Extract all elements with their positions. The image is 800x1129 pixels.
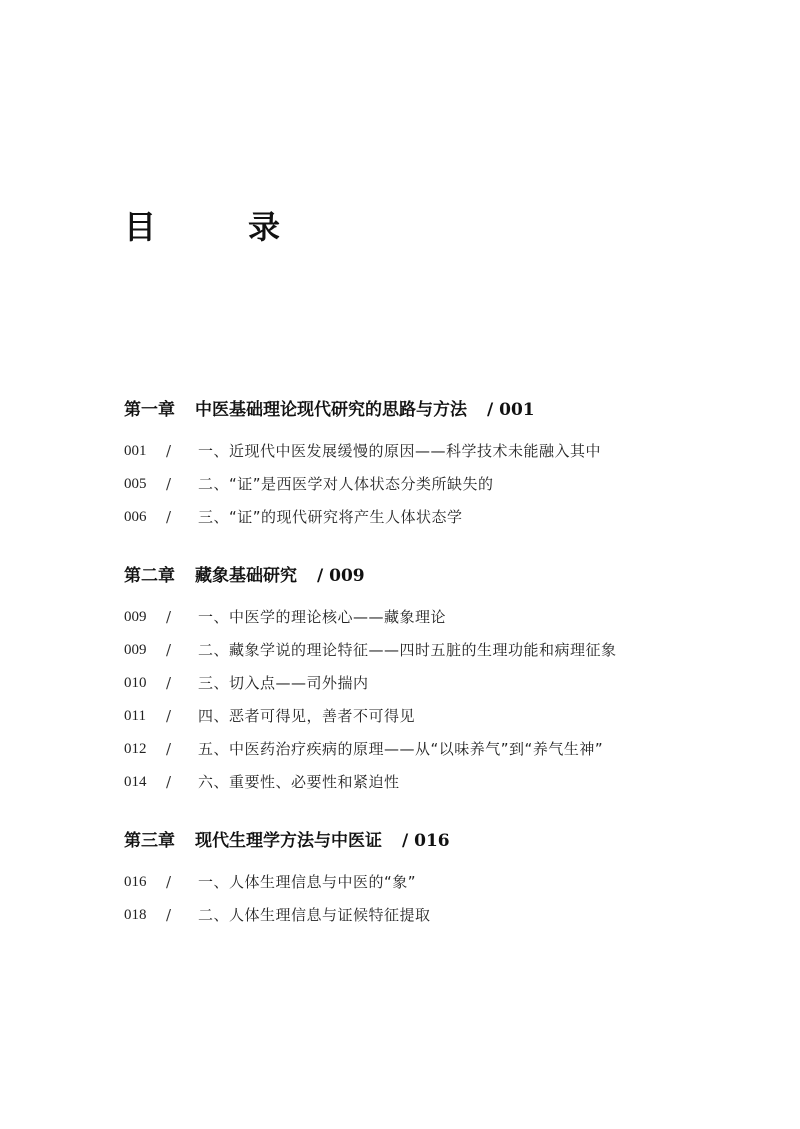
entry-list xyxy=(124,866,764,932)
entry-separator: / xyxy=(166,873,172,891)
entry-separator: / xyxy=(166,641,172,659)
chapter-page: / 001 xyxy=(487,400,535,420)
entry-separator: / xyxy=(166,442,172,460)
entry-page: 009 xyxy=(124,642,147,658)
chapter-title: 现代生理学方法与中医证 xyxy=(195,831,382,851)
toc-entry[interactable] xyxy=(124,766,764,799)
toc-entry[interactable] xyxy=(124,866,764,899)
toc-entry[interactable] xyxy=(124,899,764,932)
toc-entry[interactable] xyxy=(124,634,764,667)
toc-entry[interactable] xyxy=(124,667,764,700)
entry-title: 二、“证”是西医学对人体状态分类所缺失的 xyxy=(198,475,494,493)
chapter-title: 中医基础理论现代研究的思路与方法 xyxy=(195,400,467,420)
toc-entry[interactable] xyxy=(124,435,764,468)
entry-title: 四、恶者可得见，善者不可得见 xyxy=(198,707,416,725)
entry-separator: / xyxy=(166,475,172,493)
entry-title: 二、人体生理信息与证候特征提取 xyxy=(198,906,431,924)
entry-page: 014 xyxy=(124,774,147,790)
chapter-label: 第一章 xyxy=(124,400,175,420)
chapter-2 xyxy=(124,562,764,799)
chapter-heading[interactable] xyxy=(124,562,764,590)
chapter-title: 藏象基础研究 xyxy=(195,566,297,586)
chapter-page: / 009 xyxy=(317,566,365,586)
entry-page: 011 xyxy=(124,708,146,724)
chapter-heading[interactable] xyxy=(124,396,764,424)
entry-title: 五、中医药治疗疾病的原理——从“以味养气”到“养气生神” xyxy=(198,740,604,758)
entry-separator: / xyxy=(166,740,172,758)
entry-title: 六、重要性、必要性和紧迫性 xyxy=(198,773,400,791)
toc-entry[interactable] xyxy=(124,601,764,634)
toc-entry[interactable] xyxy=(124,700,764,733)
chapter-page: / 016 xyxy=(402,831,450,851)
entry-page: 018 xyxy=(124,907,147,923)
entry-separator: / xyxy=(166,707,172,725)
toc-entry[interactable] xyxy=(124,733,764,766)
entry-page: 012 xyxy=(124,741,147,757)
entry-page: 010 xyxy=(124,675,147,691)
entry-page: 016 xyxy=(124,874,147,890)
entry-title: 一、人体生理信息与中医的“象” xyxy=(198,873,417,891)
entry-page: 006 xyxy=(124,509,147,525)
toc-entry[interactable] xyxy=(124,501,764,534)
entry-separator: / xyxy=(166,608,172,626)
entry-title: 三、切入点——司外揣内 xyxy=(198,674,369,692)
entry-title: 一、中医学的理论核心——藏象理论 xyxy=(198,608,447,626)
chapter-heading[interactable] xyxy=(124,827,764,855)
entry-title: 三、“证”的现代研究将产生人体状态学 xyxy=(198,508,463,526)
chapter-label: 第二章 xyxy=(124,566,175,586)
entry-list xyxy=(124,601,764,799)
entry-page: 001 xyxy=(124,443,147,459)
entry-list xyxy=(124,435,764,534)
entry-separator: / xyxy=(166,508,172,526)
page-title: 目 录 xyxy=(124,208,311,246)
entry-separator: / xyxy=(166,906,172,924)
toc-entry[interactable] xyxy=(124,468,764,501)
entry-separator: / xyxy=(166,773,172,791)
entry-page: 009 xyxy=(124,609,147,625)
chapter-3 xyxy=(124,827,764,932)
entry-title: 一、近现代中医发展缓慢的原因——科学技术未能融入其中 xyxy=(198,442,602,460)
entry-page: 005 xyxy=(124,476,147,492)
chapter-label: 第三章 xyxy=(124,831,175,851)
chapter-1 xyxy=(124,396,764,534)
entry-title: 二、藏象学说的理论特征——四时五脏的生理功能和病理征象 xyxy=(198,641,617,659)
entry-separator: / xyxy=(166,674,172,692)
